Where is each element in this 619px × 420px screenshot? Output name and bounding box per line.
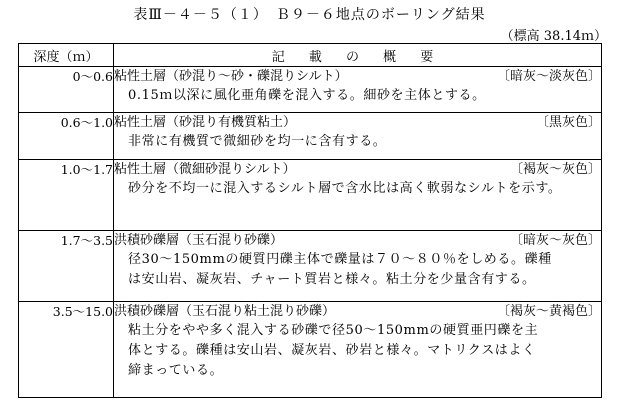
layer-description-line: 締まっている。 — [128, 363, 224, 378]
layer-description-line: 体とする。礫種は安山岩、凝灰岩、砂岩と様々。マトリクスはよく — [128, 343, 536, 358]
table-row — [19, 67, 602, 113]
depth-header: 深度（ｍ） — [19, 44, 114, 67]
depth-cell: 1.7～3.5 — [19, 231, 114, 302]
layer-color: 〔黒灰色〕 — [535, 115, 601, 130]
layer-color: 〔暗灰～灰色〕 — [509, 233, 601, 248]
layer-color: 〔褐灰～黄褐色〕 — [496, 304, 601, 319]
table-row — [19, 160, 602, 231]
description-header: 記 載 の 概 要 — [114, 44, 602, 67]
header-row — [19, 44, 602, 67]
layer-description-line: 粘土分をやや多く混入する砂礫で径50～150mmの硬質亜円礫を主 — [128, 323, 539, 338]
description-cell — [114, 160, 602, 231]
table-row — [19, 113, 602, 160]
depth-cell: 3.5～15.0 — [19, 302, 114, 398]
elevation-label: （標高 38.14ｍ） — [500, 29, 607, 44]
description-cell — [114, 302, 602, 398]
depth-cell: 0.6～1.0 — [19, 113, 114, 160]
layer-description-line: 砂分を不均一に混入するシルト層で含水比は高く軟弱なシルトを示す。 — [128, 181, 562, 196]
layer-description-line: 0.15ｍ以深に風化亜角礫を混入する。細砂を主体とする。 — [128, 88, 486, 103]
layer-name: 洪積砂礫層（玉石混り砂礫） — [114, 233, 284, 248]
table-row — [19, 302, 602, 398]
table-row — [19, 231, 602, 302]
layer-description-line: 非常に有機質で微細砂を均一に含有する。 — [128, 134, 387, 149]
layer-name: 洪積砂礫層（玉石混り粘土混り砂礫） — [114, 304, 336, 319]
description-cell — [114, 67, 602, 113]
description-cell — [114, 231, 602, 302]
description-cell — [114, 113, 602, 160]
layer-name: 粘性土層（砂混り～砂・礫混りシルト） — [114, 69, 348, 84]
table-title: 表Ⅲ－４－５（１） Ｂ９－６地点のボーリング結果 — [133, 7, 486, 23]
layer-description-line: 径30～150mmの硬質円礫主体で礫量は７０～８０％をしめる。礫種 — [128, 252, 552, 267]
layer-name: 粘性土層（砂混り有機質粘土） — [114, 115, 297, 130]
layer-color: 〔暗灰～淡灰色〕 — [496, 69, 601, 84]
depth-cell: 1.0～1.7 — [19, 160, 114, 231]
layer-color: 〔褐灰～灰色〕 — [509, 162, 601, 177]
boring-log-table — [18, 43, 602, 398]
layer-name: 粘性土層（微細砂混りシルト） — [114, 162, 296, 177]
depth-cell: 0～0.6 — [19, 67, 114, 113]
layer-description-line: は安山岩、凝灰岩、チャート質岩と様々。粘土分を少量含有する。 — [128, 272, 536, 287]
